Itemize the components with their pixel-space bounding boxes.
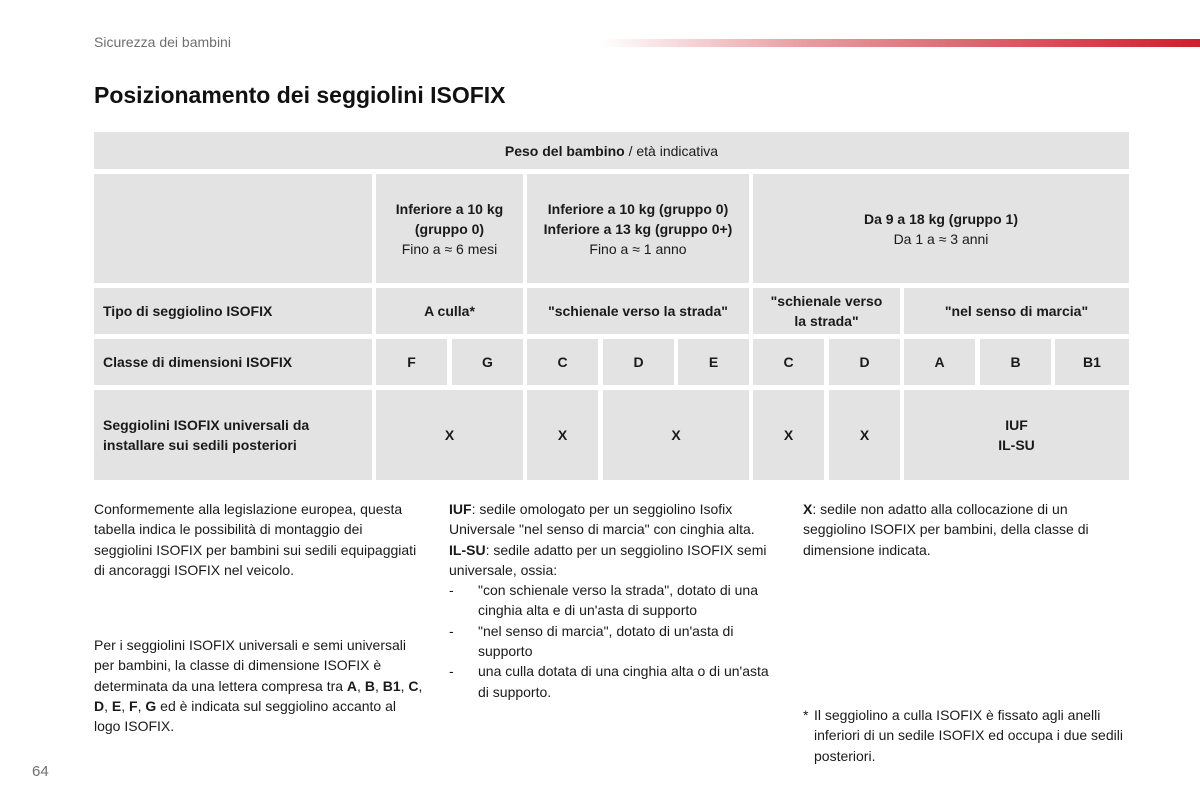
list-item-text: una culla dotata di una cinghia alta o di un'asta di supporto. [478,663,769,700]
footnote-mark: * [803,707,809,723]
list-item [449,580,769,621]
group-1-line1: Inferiore a 10 kg [395,200,504,217]
age-header-label: / età indicativa [624,142,719,159]
ilsu-label: IL-SU [998,437,1035,453]
class-cell-b: B [980,339,1051,385]
class-cell-b1: B1 [1055,339,1129,385]
group-cell-3 [753,174,1129,283]
iuf-term: IUF [449,501,472,517]
group-3-line1: Da 9 a 18 kg (gruppo 1) [863,210,1019,227]
letter-c: C [408,677,419,694]
table-header [94,132,1129,169]
letter-b1: B1 [382,677,401,694]
type-cell-1: A culla* [376,288,523,334]
class-row-label: Classe di dimensioni ISOFIX [94,339,372,385]
letter-d: D [94,697,105,714]
iuf-label: IUF [1005,417,1028,433]
list-item [449,661,769,702]
separator: , [400,677,409,694]
class-cell-f: F [376,339,447,385]
universal-cell-4: X [753,390,824,480]
universal-row-label [94,390,372,480]
class-cell-c2: C [753,339,824,385]
class-cell-a: A [904,339,975,385]
letter-f: F [129,697,138,714]
group-3-age: Da 1 a ≈ 3 anni [893,230,989,247]
class-cell-d2: D [829,339,900,385]
separator: , [104,697,112,714]
x-text: : sedile non adatto alla collocazione di un seggiolino ISOFIX per bambini, della classe di dimensione indicata. [803,501,1089,558]
class-cell-c1: C [527,339,598,385]
ilsu-text: : sedile adatto per un seggiolino ISOFIX semi universale, ossia: [449,541,767,578]
type-row-label: Tipo di seggiolino ISOFIX [94,288,372,334]
iuf-definition [449,499,769,540]
group-1-line2: (gruppo 0) [414,220,485,237]
legend-x [803,499,1129,560]
size-class-note [94,635,424,736]
legend-iuf-ilsu [449,499,769,702]
header-accent-bar [600,39,1200,47]
group-1-age: Fino a ≈ 6 mesi [401,240,498,257]
ilsu-term: IL-SU [449,541,486,558]
class-cell-d1: D [603,339,674,385]
list-item-text: "con schienale verso la strada", dotato di una cinghia alta e di un'asta di supporto [478,582,758,619]
list-item [449,621,769,662]
separator: , [418,677,423,694]
type-cell-3 [753,288,900,334]
legal-note [94,499,424,580]
universal-label-line1: Seggiolini ISOFIX universali da [103,417,310,433]
class-cell-g: G [452,339,523,385]
universal-cell-5: X [829,390,900,480]
type-cell-4: "nel senso di marcia" [904,288,1129,334]
universal-label-line2: installare sui sedili posteriori [103,437,297,453]
letter-a: A [346,677,358,694]
ilsu-definition [449,540,769,581]
size-class-text-post: ed è indicata sul seggiolino accanto al logo ISOFIX. [94,697,396,735]
footnote [803,705,1133,766]
weight-header-label: Peso del bambino [504,142,625,159]
group-cell-1 [376,174,523,283]
universal-cell-2: X [527,390,598,480]
group-2-line1: Inferiore a 10 kg (gruppo 0) [547,200,729,217]
letter-g: G [145,697,157,714]
x-term: X [803,501,813,517]
letter-b: B [364,677,375,694]
dash-mark: - [449,582,454,599]
footnote-text: Il seggiolino a culla ISOFIX è fissato agli anelli inferiori di un sedile ISOFIX ed occupa i due sedili posteriori. [814,707,1123,764]
type-cell-2: "schienale verso la strada" [527,288,749,334]
page-number: 64 [32,763,49,780]
universal-cell-3: X [603,390,749,480]
legal-note-text: Conformemente alla legislazione europea, questa tabella indica le possibilità di montaggio dei seggiolini ISOFIX per bambini sui sedili equipaggiati di ancoraggi ISOFIX nel veicolo. [94,501,417,578]
section-title: Sicurezza dei bambini [94,34,231,50]
group-2-line2: Inferiore a 13 kg (gruppo 0+) [543,220,733,237]
group-2-age: Fino a ≈ 1 anno [589,240,687,257]
group-corner-cell [94,174,372,283]
size-class-text-pre: Per i seggiolini ISOFIX universali e semi universali per bambini, la classe di dimensione ISOFIX è determinata da una lettera compresa tra [94,637,407,694]
group-cell-2 [527,174,749,283]
dash-mark: - [449,622,454,639]
separator: , [374,677,383,694]
universal-cell-6 [904,390,1129,480]
type-cell-3-text: "schienale verso la strada" [770,293,883,329]
iuf-text: : sedile omologato per un seggiolino Isofix Universale "nel senso di marcia" con cinghia alta. [449,501,755,538]
separator: , [357,677,365,694]
class-cell-e: E [678,339,749,385]
letter-e: E [111,697,122,714]
page-title: Posizionamento dei seggiolini ISOFIX [94,82,506,108]
separator: , [121,697,130,714]
universal-cell-1: X [376,390,523,480]
list-item-text: "nel senso di marcia", dotato di un'asta di supporto [478,622,734,660]
separator: , [137,697,146,714]
dash-mark: - [449,663,454,680]
